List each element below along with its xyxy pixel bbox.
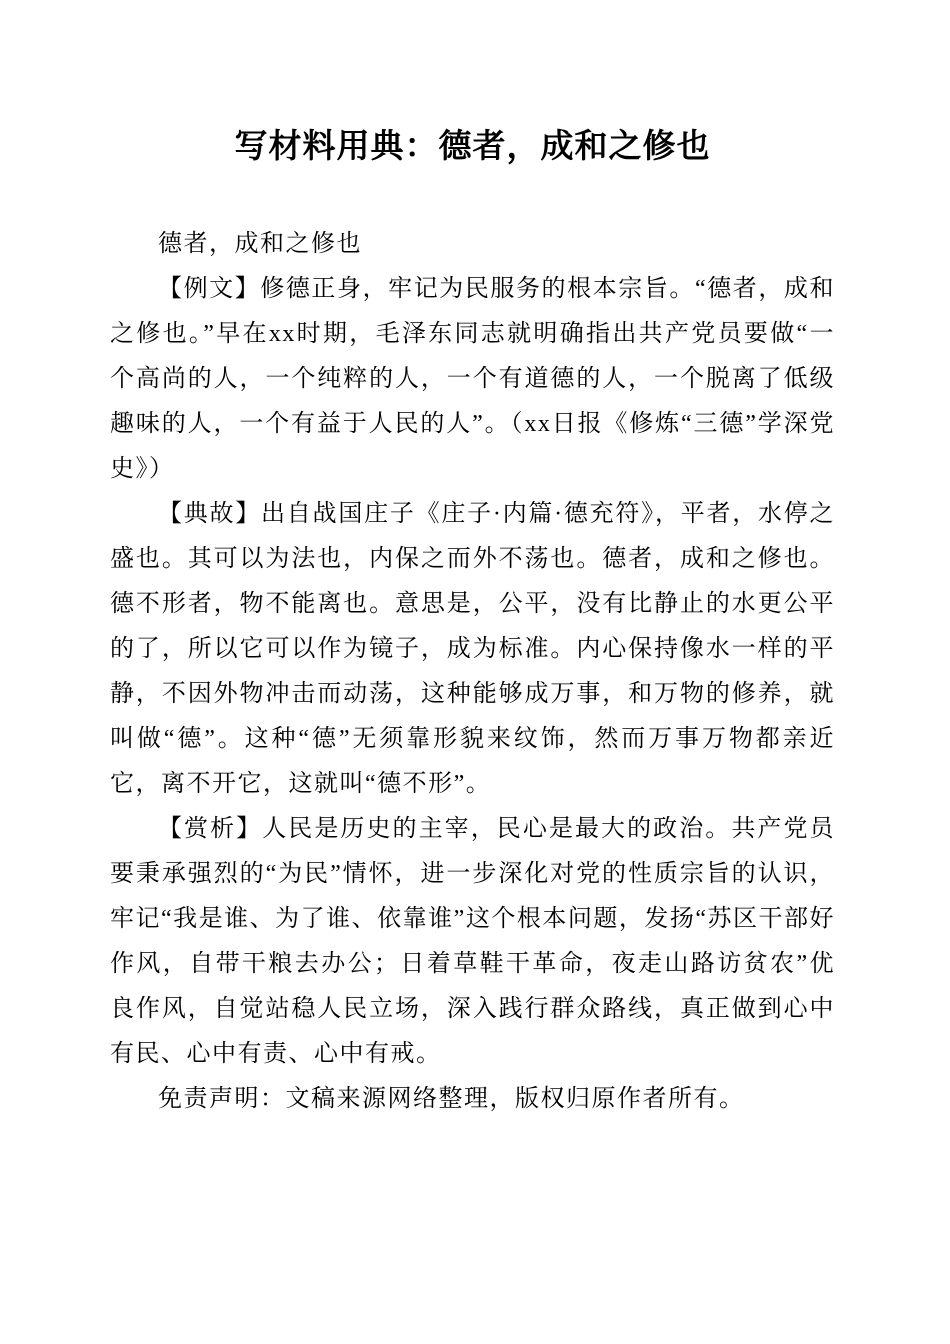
paragraph-example-text: 【例文】修德正身，牢记为民服务的根本宗旨。“德者，成和之修也。”早在xx时期，毛泽东同志就明确指出共产党员要做“一个高尚的人，一个纯粹的人，一个有道德的人，一个脱离了低级趣味的人，一个有益于人民的人”。（xx日报《修炼“三德”学深党史》） — [110, 276, 835, 482]
paragraph-appreciation: 【赏析】人民是历史的主宰，民心是最大的政治。共产党员要秉承强烈的“为民”情怀，进一步深化对党的性质宗旨的认识，牢记“我是谁、为了谁、依靠谁”这个根本问题，发扬“苏区干部好作风，自带干粮去办公；日着草鞋干革命，夜走山路访贫农”优良作风，自觉站稳人民立场，深入践行群众路线，真正做到心中有民、心中有责、心中有戒。 — [110, 816, 835, 1067]
paragraph-subtitle: 德者，成和之修也 — [158, 231, 362, 257]
paragraph-allusion: 【典故】出自战国庄子《庄子·内篇·德充符》，平者，水停之盛也。其可以为法也，内保之而外不荡也。德者，成和之修也。德不形者，物不能离也。意思是，公平，没有比静止的水更公平的了，所以它可以作为镜子，成为标准。内心保持像水一样的平静，不因外物冲击而动荡，这种能够成万事，和万物的修养，就叫做“德”。这种“德”无须靠形貌来纹饰，然而万事万物都亲近它，离不开它，这就叫“德不形”。 — [110, 501, 835, 797]
document-title: 写材料用典：德者，成和之修也 — [234, 129, 711, 165]
paragraph-disclaimer: 免责声明：文稿来源网络整理，版权归原作者所有。 — [158, 1086, 745, 1112]
document-body — [110, 222, 835, 1122]
